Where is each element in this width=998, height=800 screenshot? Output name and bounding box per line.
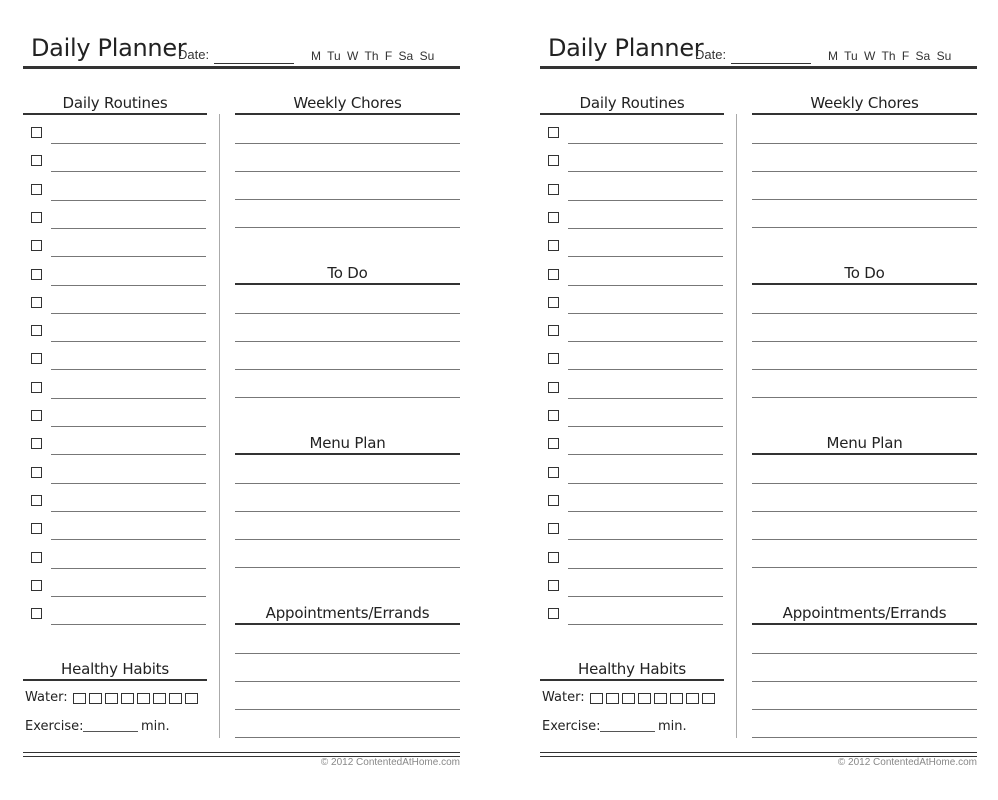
exercise-minutes-line[interactable] xyxy=(600,731,655,732)
weekday-tuesday[interactable]: Tu xyxy=(844,49,858,63)
routine-line[interactable] xyxy=(568,568,723,569)
water-glass-checkbox[interactable] xyxy=(590,693,603,704)
water-glass-checkbox[interactable] xyxy=(169,693,182,704)
copyright-text: © 2012 ContentedAtHome.com xyxy=(320,757,460,768)
daily-routines-rule xyxy=(540,113,724,115)
water-glass-checkbox[interactable] xyxy=(185,693,198,704)
chore-line[interactable] xyxy=(752,171,977,172)
menu-plan-rule xyxy=(752,453,977,455)
routine-line[interactable] xyxy=(568,624,723,625)
routine-line[interactable] xyxy=(51,341,206,342)
to-do-line[interactable] xyxy=(235,397,460,398)
routine-line[interactable] xyxy=(51,483,206,484)
routine-checkbox[interactable] xyxy=(548,438,559,449)
routine-item xyxy=(540,203,724,231)
weekday-monday[interactable]: M xyxy=(311,49,321,63)
appointment-line[interactable] xyxy=(235,737,460,738)
routine-line[interactable] xyxy=(568,596,723,597)
header-rule xyxy=(540,66,977,69)
routine-line[interactable] xyxy=(51,539,206,540)
menu-plan-line[interactable] xyxy=(235,567,460,568)
routine-item xyxy=(23,514,207,542)
footer-rule xyxy=(23,752,460,753)
routine-line[interactable] xyxy=(568,539,723,540)
routine-item xyxy=(23,599,207,627)
footer-rule xyxy=(540,752,977,753)
appointment-line[interactable] xyxy=(235,653,460,654)
routine-checkbox[interactable] xyxy=(548,325,559,336)
routine-line[interactable] xyxy=(51,313,206,314)
menu-plan-line[interactable] xyxy=(752,483,977,484)
routine-item xyxy=(23,175,207,203)
healthy-habits-rule xyxy=(540,679,724,681)
routine-line[interactable] xyxy=(568,285,723,286)
routine-line[interactable] xyxy=(568,143,723,144)
routine-checkbox[interactable] xyxy=(31,353,42,364)
routine-checkbox[interactable] xyxy=(548,240,559,251)
date-label: Date: xyxy=(695,47,727,62)
appointment-line[interactable] xyxy=(235,709,460,710)
weekday-saturday[interactable]: Sa xyxy=(915,49,931,63)
exercise-label: Exercise: xyxy=(542,719,601,734)
routine-checkbox[interactable] xyxy=(548,523,559,534)
water-glass-checkbox[interactable] xyxy=(654,693,667,704)
water-glass-checkbox[interactable] xyxy=(153,693,166,704)
routine-item xyxy=(23,458,207,486)
weekly-chores-rule xyxy=(235,113,460,115)
routine-item xyxy=(23,429,207,457)
routine-checkbox[interactable] xyxy=(548,269,559,280)
routine-checkbox[interactable] xyxy=(548,580,559,591)
routine-checkbox[interactable] xyxy=(548,552,559,563)
routine-item xyxy=(540,514,724,542)
planner-page-right xyxy=(540,0,980,800)
routine-line[interactable] xyxy=(568,511,723,512)
weekly-chores-heading: Weekly Chores xyxy=(293,94,402,112)
routine-checkbox[interactable] xyxy=(31,325,42,336)
routine-item xyxy=(23,288,207,316)
routine-item xyxy=(540,599,724,627)
water-glass-checkbox[interactable] xyxy=(137,693,150,704)
water-label: Water: xyxy=(25,690,68,705)
water-glass-checkbox[interactable] xyxy=(670,693,683,704)
appointment-line[interactable] xyxy=(752,681,977,682)
to-do-heading: To Do xyxy=(844,264,885,282)
routine-line[interactable] xyxy=(51,426,206,427)
routine-line[interactable] xyxy=(568,228,723,229)
routine-item xyxy=(540,543,724,571)
water-label: Water: xyxy=(542,690,585,705)
routine-line[interactable] xyxy=(568,398,723,399)
routine-checkbox[interactable] xyxy=(31,269,42,280)
routine-item xyxy=(23,118,207,146)
routine-item xyxy=(23,571,207,599)
menu-plan-line[interactable] xyxy=(235,483,460,484)
routine-item xyxy=(23,316,207,344)
routine-checkbox[interactable] xyxy=(31,523,42,534)
routine-item xyxy=(540,118,724,146)
daily-routines-list xyxy=(23,118,207,628)
planner-title: Daily Planner xyxy=(548,34,704,62)
routine-checkbox[interactable] xyxy=(31,184,42,195)
routine-line[interactable] xyxy=(568,200,723,201)
routine-line[interactable] xyxy=(51,596,206,597)
weekday-friday[interactable]: F xyxy=(901,49,910,63)
water-glass-checkbox[interactable] xyxy=(702,693,715,704)
chore-line[interactable] xyxy=(235,143,460,144)
routine-checkbox[interactable] xyxy=(31,240,42,251)
routine-checkbox[interactable] xyxy=(31,155,42,166)
routine-line[interactable] xyxy=(51,568,206,569)
routine-item xyxy=(540,458,724,486)
menu-plan-heading: Menu Plan xyxy=(826,434,903,452)
routine-line[interactable] xyxy=(568,171,723,172)
routine-checkbox[interactable] xyxy=(31,127,42,138)
routine-item xyxy=(540,571,724,599)
menu-plan-heading: Menu Plan xyxy=(309,434,386,452)
routine-item xyxy=(540,401,724,429)
routine-checkbox[interactable] xyxy=(548,297,559,308)
to-do-line[interactable] xyxy=(235,341,460,342)
routine-checkbox[interactable] xyxy=(548,410,559,421)
planner-page-left xyxy=(23,0,463,800)
daily-routines-rule xyxy=(23,113,207,115)
routine-checkbox[interactable] xyxy=(548,212,559,223)
routine-checkbox[interactable] xyxy=(31,297,42,308)
routine-line[interactable] xyxy=(51,511,206,512)
water-glass-checkbox[interactable] xyxy=(105,693,118,704)
routine-line[interactable] xyxy=(568,256,723,257)
weekly-chores-heading: Weekly Chores xyxy=(810,94,919,112)
menu-plan-line[interactable] xyxy=(752,539,977,540)
minutes-label: min. xyxy=(141,719,170,734)
to-do-line[interactable] xyxy=(752,369,977,370)
date-field-line[interactable] xyxy=(214,63,294,64)
to-do-rule xyxy=(235,283,460,285)
routine-item xyxy=(23,231,207,259)
routine-item xyxy=(23,203,207,231)
water-glass-checkbox[interactable] xyxy=(606,693,619,704)
chore-line[interactable] xyxy=(235,171,460,172)
exercise-label: Exercise: xyxy=(25,719,84,734)
appointment-line[interactable] xyxy=(752,709,977,710)
routine-item xyxy=(23,373,207,401)
routine-checkbox[interactable] xyxy=(548,467,559,478)
weekday-sunday[interactable]: Su xyxy=(936,49,952,63)
appointments-rule xyxy=(235,623,460,625)
routine-checkbox[interactable] xyxy=(31,467,42,478)
routine-line[interactable] xyxy=(568,313,723,314)
water-glass-checkbox[interactable] xyxy=(686,693,699,704)
chore-line[interactable] xyxy=(235,199,460,200)
to-do-line[interactable] xyxy=(752,397,977,398)
routine-checkbox[interactable] xyxy=(31,410,42,421)
healthy-habits-heading: Healthy Habits xyxy=(61,660,169,678)
routine-checkbox[interactable] xyxy=(31,552,42,563)
menu-plan-line[interactable] xyxy=(752,567,977,568)
routine-item xyxy=(540,146,724,174)
daily-routines-heading: Daily Routines xyxy=(62,94,168,112)
routine-line[interactable] xyxy=(568,369,723,370)
routine-item xyxy=(23,260,207,288)
to-do-rule xyxy=(752,283,977,285)
routine-checkbox[interactable] xyxy=(31,580,42,591)
routine-checkbox[interactable] xyxy=(31,438,42,449)
copyright-text: © 2012 ContentedAtHome.com xyxy=(837,757,977,768)
chore-line[interactable] xyxy=(235,227,460,228)
daily-routines-heading: Daily Routines xyxy=(579,94,685,112)
routine-checkbox[interactable] xyxy=(548,353,559,364)
routine-item xyxy=(23,401,207,429)
routine-line[interactable] xyxy=(568,426,723,427)
routine-line[interactable] xyxy=(568,454,723,455)
to-do-line[interactable] xyxy=(752,341,977,342)
routine-line[interactable] xyxy=(51,454,206,455)
healthy-habits-heading: Healthy Habits xyxy=(578,660,686,678)
routine-line[interactable] xyxy=(51,624,206,625)
routine-checkbox[interactable] xyxy=(548,608,559,619)
column-divider xyxy=(219,114,220,738)
appointments-rule xyxy=(752,623,977,625)
routine-item xyxy=(540,316,724,344)
routine-item xyxy=(540,288,724,316)
weekday-friday[interactable]: F xyxy=(384,49,393,63)
routine-line[interactable] xyxy=(51,285,206,286)
routine-item xyxy=(540,260,724,288)
routine-item xyxy=(540,373,724,401)
routine-item xyxy=(540,429,724,457)
routine-item xyxy=(23,486,207,514)
routine-checkbox[interactable] xyxy=(548,155,559,166)
water-glass-checkbox[interactable] xyxy=(73,693,86,704)
routine-checkbox[interactable] xyxy=(31,495,42,506)
planner-title: Daily Planner xyxy=(31,34,187,62)
weekday-list xyxy=(311,48,434,64)
routine-item xyxy=(23,146,207,174)
routine-line[interactable] xyxy=(51,143,206,144)
to-do-line[interactable] xyxy=(235,313,460,314)
date-label: Date: xyxy=(178,47,210,62)
routine-line[interactable] xyxy=(568,483,723,484)
weekday-saturday[interactable]: Sa xyxy=(398,49,414,63)
appointments-heading: Appointments/Errands xyxy=(782,604,947,622)
weekday-wednesday[interactable]: W xyxy=(864,49,876,63)
minutes-label: min. xyxy=(658,719,687,734)
routine-checkbox[interactable] xyxy=(31,212,42,223)
water-glass-checkbox[interactable] xyxy=(89,693,102,704)
routine-checkbox[interactable] xyxy=(548,127,559,138)
appointment-line[interactable] xyxy=(235,681,460,682)
appointment-line[interactable] xyxy=(752,737,977,738)
routine-line[interactable] xyxy=(51,171,206,172)
weekday-sunday[interactable]: Su xyxy=(419,49,435,63)
weekday-thursday[interactable]: Th xyxy=(881,49,896,63)
to-do-line[interactable] xyxy=(235,369,460,370)
routine-checkbox[interactable] xyxy=(548,382,559,393)
weekday-wednesday[interactable]: W xyxy=(347,49,359,63)
date-field-line[interactable] xyxy=(731,63,811,64)
weekly-chores-rule xyxy=(752,113,977,115)
appointments-heading: Appointments/Errands xyxy=(265,604,430,622)
weekday-thursday[interactable]: Th xyxy=(364,49,379,63)
routine-item xyxy=(540,344,724,372)
menu-plan-line[interactable] xyxy=(235,539,460,540)
header-rule xyxy=(23,66,460,69)
healthy-habits-rule xyxy=(23,679,207,681)
menu-plan-line[interactable] xyxy=(235,511,460,512)
routine-checkbox[interactable] xyxy=(31,382,42,393)
menu-plan-line[interactable] xyxy=(752,511,977,512)
routine-line[interactable] xyxy=(568,341,723,342)
menu-plan-rule xyxy=(235,453,460,455)
chore-line[interactable] xyxy=(752,199,977,200)
chore-line[interactable] xyxy=(752,227,977,228)
routine-item xyxy=(540,486,724,514)
routine-line[interactable] xyxy=(51,200,206,201)
exercise-minutes-line[interactable] xyxy=(83,731,138,732)
to-do-line[interactable] xyxy=(752,313,977,314)
chore-line[interactable] xyxy=(752,143,977,144)
weekday-tuesday[interactable]: Tu xyxy=(327,49,341,63)
daily-routines-list xyxy=(540,118,724,628)
to-do-heading: To Do xyxy=(327,264,368,282)
routine-item xyxy=(540,175,724,203)
routine-line[interactable] xyxy=(51,369,206,370)
routine-item xyxy=(23,543,207,571)
routine-line[interactable] xyxy=(51,256,206,257)
water-glass-checkbox[interactable] xyxy=(622,693,635,704)
routine-item xyxy=(23,344,207,372)
water-glass-checkbox[interactable] xyxy=(638,693,651,704)
weekday-monday[interactable]: M xyxy=(828,49,838,63)
water-glass-checkbox[interactable] xyxy=(121,693,134,704)
routine-line[interactable] xyxy=(51,228,206,229)
routine-item xyxy=(540,231,724,259)
routine-line[interactable] xyxy=(51,398,206,399)
weekday-list xyxy=(828,48,951,64)
routine-checkbox[interactable] xyxy=(548,184,559,195)
routine-checkbox[interactable] xyxy=(548,495,559,506)
column-divider xyxy=(736,114,737,738)
routine-checkbox[interactable] xyxy=(31,608,42,619)
appointment-line[interactable] xyxy=(752,653,977,654)
